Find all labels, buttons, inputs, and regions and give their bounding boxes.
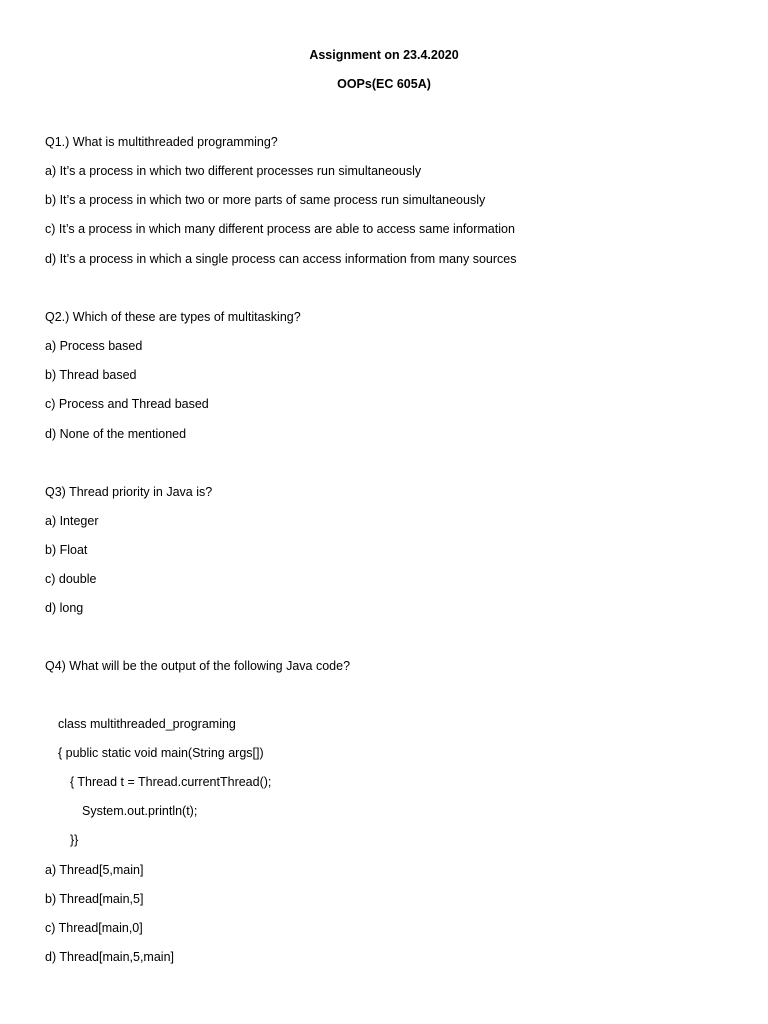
answer-option: a) Thread[5,main] <box>45 863 144 877</box>
question-text: Q1.) What is multithreaded programming? <box>45 135 278 149</box>
code-line: { public static void main(String args[]) <box>58 746 264 760</box>
code-line: }} <box>70 833 79 847</box>
document-title: Assignment on 23.4.2020 <box>309 48 459 62</box>
answer-option: d) It’s a process in which a single process can access information from many sources <box>45 252 517 266</box>
code-line: class multithreaded_programing <box>58 717 236 731</box>
document-subtitle: OOPs(EC 605A) <box>337 77 431 91</box>
question-text: Q2.) Which of these are types of multitasking? <box>45 310 301 324</box>
answer-option: b) It’s a process in which two or more parts of same process run simultaneously <box>45 193 486 207</box>
answer-option: c) It’s a process in which many different process are able to access same information <box>45 222 515 236</box>
code-line: { Thread t = Thread.currentThread(); <box>70 775 272 789</box>
answer-option: c) Thread[main,0] <box>45 921 143 935</box>
answer-option: c) Process and Thread based <box>45 397 209 411</box>
answer-option: a) It’s a process in which two different processes run simultaneously <box>45 164 422 178</box>
code-line: System.out.println(t); <box>82 804 198 818</box>
answer-option: d) None of the mentioned <box>45 427 187 441</box>
answer-option: a) Process based <box>45 339 143 353</box>
answer-option: c) double <box>45 572 97 586</box>
answer-option: a) Integer <box>45 514 99 528</box>
question-text: Q4) What will be the output of the following Java code? <box>45 659 351 673</box>
answer-option: d) long <box>45 601 84 615</box>
question-text: Q3) Thread priority in Java is? <box>45 485 213 499</box>
answer-option: b) Thread based <box>45 368 137 382</box>
answer-option: b) Thread[main,5] <box>45 892 144 906</box>
answer-option: d) Thread[main,5,main] <box>45 950 174 964</box>
answer-option: b) Float <box>45 543 88 557</box>
